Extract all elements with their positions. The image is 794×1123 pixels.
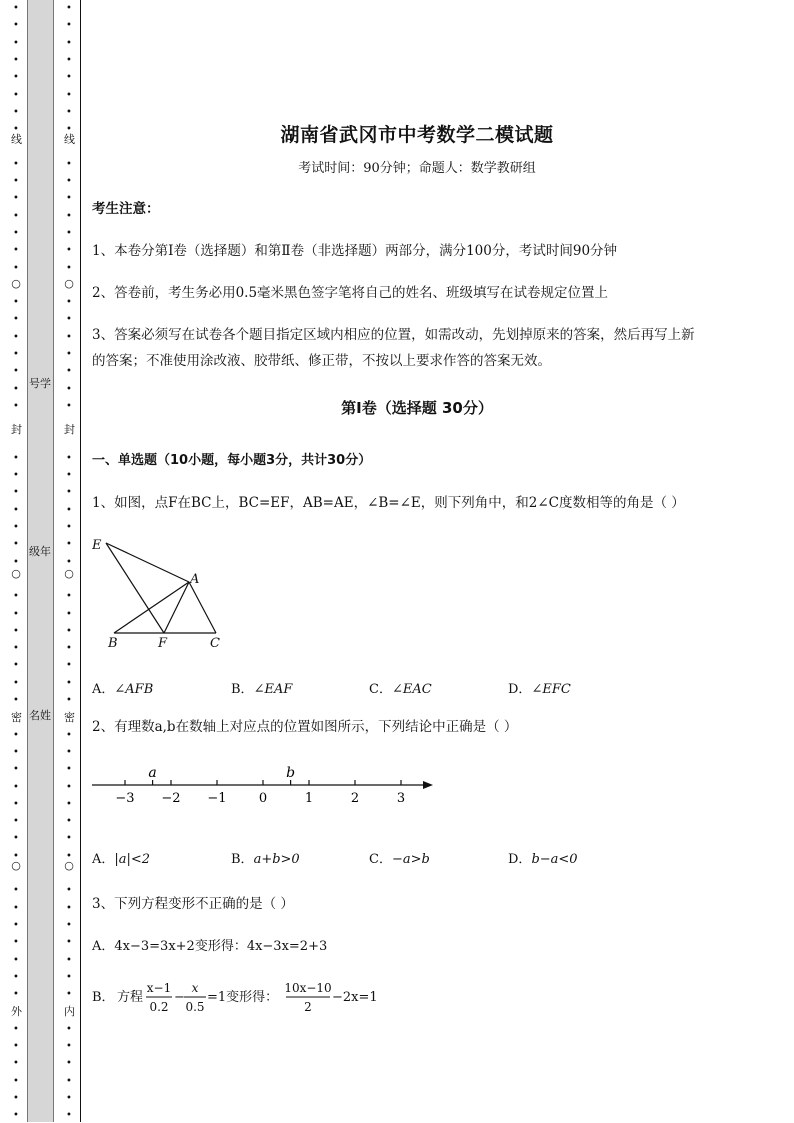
binding-dot: • [13,608,19,620]
inner-binding-mark: 封 [64,423,75,436]
number-line-arrow [423,781,433,789]
notice-item-3: 3、答案必须写在试卷各个题目指定区域内相应的位置，如需改动，先划掉原来的答案，然后再写上新 [92,327,695,343]
binding-dot: • [66,798,72,810]
binding-dot: • [13,850,19,862]
binding-dot: • [13,3,19,14]
binding-margin [0,0,82,1123]
binding-dot: • [13,539,19,551]
line-AF [164,582,189,633]
binding-dot: • [66,608,72,620]
q1-option-c[interactable]: C．∠EAC [369,682,432,697]
q1-option-b[interactable]: B．∠EAF [231,682,293,697]
outer-binding-mark: 封 [11,423,22,436]
q3-option-a[interactable]: A．4x−3=3x+2变形得：4x−3x=2+3 [92,939,328,954]
binding-dot: • [66,1041,72,1052]
q3-stem: 3、下列方程变形不正确的是（ ） [92,896,294,912]
number-line-tick-label: 0 [258,791,268,806]
q3-option-b[interactable] [92,978,412,1018]
binding-dot: • [66,366,72,378]
binding-dot: • [13,452,19,464]
notice-item-3-cont: 的答案；不准使用涂改液、胶带纸、修正带，不按以上要求作答的答案无效。 [92,353,551,369]
binding-dot: • [13,210,19,222]
binding-dot: • [66,37,72,49]
outer-binding-mark: ○ [11,567,21,580]
binding-dot: • [66,452,72,464]
binding-dot: • [13,124,19,136]
binding-dot: • [13,1110,19,1122]
notice-item-1: 1、本卷分第I卷（选择题）和第Ⅱ卷（非选择题）两部分，满分100分，考试时间90分钟 [92,243,618,259]
binding-dot: • [66,331,72,343]
binding-dot: • [13,695,19,706]
binding-dot: • [13,971,19,983]
binding-dot: • [66,20,72,32]
binding-dot: • [13,989,19,1001]
binding-dot: • [66,1058,72,1070]
binding-dot: • [66,227,72,239]
outer-dotted-line [11,0,21,1123]
q3b-prefix: 方程 [117,990,144,1005]
binding-dot: • [66,314,72,326]
q3b-frac2-den: 0.5 [185,1000,205,1014]
binding-dot: • [66,954,72,966]
student-number-label: 号学 [29,377,51,390]
binding-dot: • [13,1075,19,1087]
point-b-label: b [286,765,296,781]
binding-dot: • [66,522,72,533]
binding-dot: • [66,297,72,309]
binding-dot: • [66,885,72,897]
binding-dot: • [13,297,19,309]
binding-dot: • [13,37,19,49]
q2-stem: 2、有理数a,b在数轴上对应点的位置如图所示，下列结论中正确是（ ） [92,719,518,735]
grade-label: 级年 [29,545,51,558]
binding-dot: • [66,245,72,257]
binding-dot: • [13,625,19,637]
binding-dot: • [13,522,19,533]
q3b-mid: =1变形得： [207,990,279,1005]
binding-dot: • [66,902,72,914]
binding-dot: • [66,989,72,1001]
binding-dot: • [13,643,19,655]
binding-dot: • [13,1092,19,1104]
binding-dot: • [66,643,72,655]
binding-dot: • [13,1041,19,1052]
inner-binding-mark: 内 [64,1005,75,1018]
number-line-tick-label: 1 [304,791,314,806]
binding-dot: • [66,1023,72,1035]
binding-dot: • [13,158,19,170]
inner-dotted-line [64,0,74,1123]
binding-dot: • [66,850,72,862]
binding-dot: • [66,919,72,931]
q2-option-a[interactable]: A．|a|<2 [92,852,151,867]
binding-dot: • [13,314,19,326]
point-a-label: a [148,765,157,781]
binding-dot: • [13,660,19,672]
binding-dot: • [66,400,72,412]
q3b-frac3-num: 10x−10 [284,981,332,995]
binding-dot: • [66,89,72,101]
binding-dot: • [66,124,72,136]
binding-dot: • [66,1110,72,1122]
binding-dot: • [66,764,72,776]
binding-dot: • [13,954,19,966]
binding-dot: • [66,833,72,845]
binding-dot: • [13,746,19,758]
binding-dot: • [13,729,19,741]
binding-dot: • [13,937,19,949]
q3b-frac1-num: x−1 [146,981,172,995]
q1-option-a[interactable]: A．∠AFB [92,682,154,697]
outer-binding-mark: 线 [11,133,22,146]
binding-dot: • [13,262,19,274]
binding-dot: • [66,383,72,395]
binding-dot: • [66,971,72,983]
outer-binding-mark: ○ [11,859,21,872]
inner-binding-mark: ○ [64,859,74,872]
binding-dot: • [66,1075,72,1087]
binding-dot: • [13,885,19,897]
binding-dot: • [66,556,72,568]
label-F: F [158,636,168,651]
label-B: B [108,636,118,651]
binding-dot: • [13,556,19,568]
binding-dot: • [13,833,19,845]
label-E: E [92,538,102,553]
q1-triangle-figure [92,530,232,655]
notice-item-2: 2、答卷前，考生务必用0.5毫米黑色签字笔将自己的姓名、班级填写在试卷规定位置上 [92,285,609,301]
binding-dot: • [13,72,19,84]
binding-dot: • [66,210,72,222]
binding-dot: • [13,487,19,499]
number-line-tick-label: −2 [161,791,181,806]
binding-dot: • [13,470,19,482]
binding-dot: • [13,902,19,914]
binding-dot: • [66,539,72,551]
binding-dot: • [13,400,19,412]
name-label: 名姓 [29,709,51,722]
number-line-tick-label: 3 [396,791,406,806]
number-line-tick-label: −1 [207,791,227,806]
binding-dot: • [13,54,19,66]
binding-dot: • [66,487,72,499]
binding-dot: • [13,227,19,239]
q3b-frac1-den: 0.2 [149,1000,169,1014]
inner-binding-mark: 线 [64,133,75,146]
binding-dot: • [66,176,72,187]
binding-dot: • [13,591,19,603]
inner-binding-mark: 密 [64,711,75,724]
binding-dot: • [66,729,72,741]
binding-dot: • [66,625,72,637]
inner-binding-mark: ○ [64,277,74,290]
binding-dot: • [13,176,19,187]
binding-dot: • [13,106,19,118]
binding-dot: • [66,349,72,360]
number-line-tick-label: −3 [115,791,135,806]
binding-dot: • [13,764,19,776]
binding-dot: • [66,660,72,672]
inner-binding-mark: ○ [64,567,74,580]
q1-stem: 1、如图，点F在BC上，BC=EF，AB=AE，∠B=∠E，则下列角中，和2∠C度数相等的角是（ ） [92,495,685,511]
q2-option-d[interactable]: D．b−a<0 [508,852,578,867]
binding-dot: • [13,331,19,343]
q3b-frac2-num: x [191,981,199,995]
q1-option-d[interactable]: D．∠EFC [508,682,571,697]
q3b-letter: B． [92,990,115,1005]
binding-dot: • [66,470,72,482]
outer-binding-mark: 密 [11,711,22,724]
q3b-minus: − [174,990,185,1005]
binding-dot: • [13,798,19,810]
binding-dot: • [13,383,19,395]
label-A: A [190,572,200,587]
binding-dot: • [66,816,72,828]
q2-number-line [92,762,442,812]
q2-option-c[interactable]: C．−a>b [369,852,430,867]
binding-dot: • [13,816,19,828]
number-line-tick-label: 2 [350,791,360,806]
info-band [27,0,54,1122]
binding-dot: • [13,193,19,205]
binding-dot: • [13,349,19,360]
outer-binding-mark: 外 [11,1005,22,1018]
binding-dot: • [66,504,72,516]
binding-dot: • [66,1092,72,1104]
binding-dot: • [13,1058,19,1070]
binding-dot: • [66,677,72,689]
binding-dot: • [66,72,72,84]
label-C: C [210,636,220,651]
binding-dot: • [13,504,19,516]
binding-dot: • [66,591,72,603]
binding-dot: • [13,919,19,931]
outer-binding-mark: ○ [11,277,21,290]
q3b-frac3-den: 2 [304,1000,312,1014]
binding-dot: • [13,1023,19,1035]
binding-dot: • [66,54,72,66]
binding-dot: • [13,677,19,689]
line-AB [114,582,189,633]
binding-dot: • [66,781,72,793]
binding-dot: • [13,89,19,101]
q2-option-b[interactable]: B．a+b>0 [231,852,300,867]
binding-dot: • [13,366,19,378]
binding-dot: • [66,3,72,14]
binding-dot: • [66,262,72,274]
binding-dot: • [13,781,19,793]
binding-dot: • [66,158,72,170]
section-title: 第I卷（选择题 30分） [341,399,493,417]
part-title: 一、单选题（10小题，每小题3分，共计30分） [92,453,372,468]
binding-dot: • [13,245,19,257]
exam-title: 湖南省武冈市中考数学二模试题 [280,124,554,146]
notice-heading: 考生注意： [92,201,160,217]
exam-subtitle: 考试时间：90分钟；命题人：数学教研组 [298,161,536,176]
binding-dot: • [66,106,72,118]
binding-dot: • [13,20,19,32]
binding-dot: • [66,695,72,706]
binding-dot: • [66,937,72,949]
binding-dot: • [66,746,72,758]
binding-dot: • [66,193,72,205]
line-AC [189,582,216,633]
q3b-tail: −2x=1 [332,990,378,1005]
